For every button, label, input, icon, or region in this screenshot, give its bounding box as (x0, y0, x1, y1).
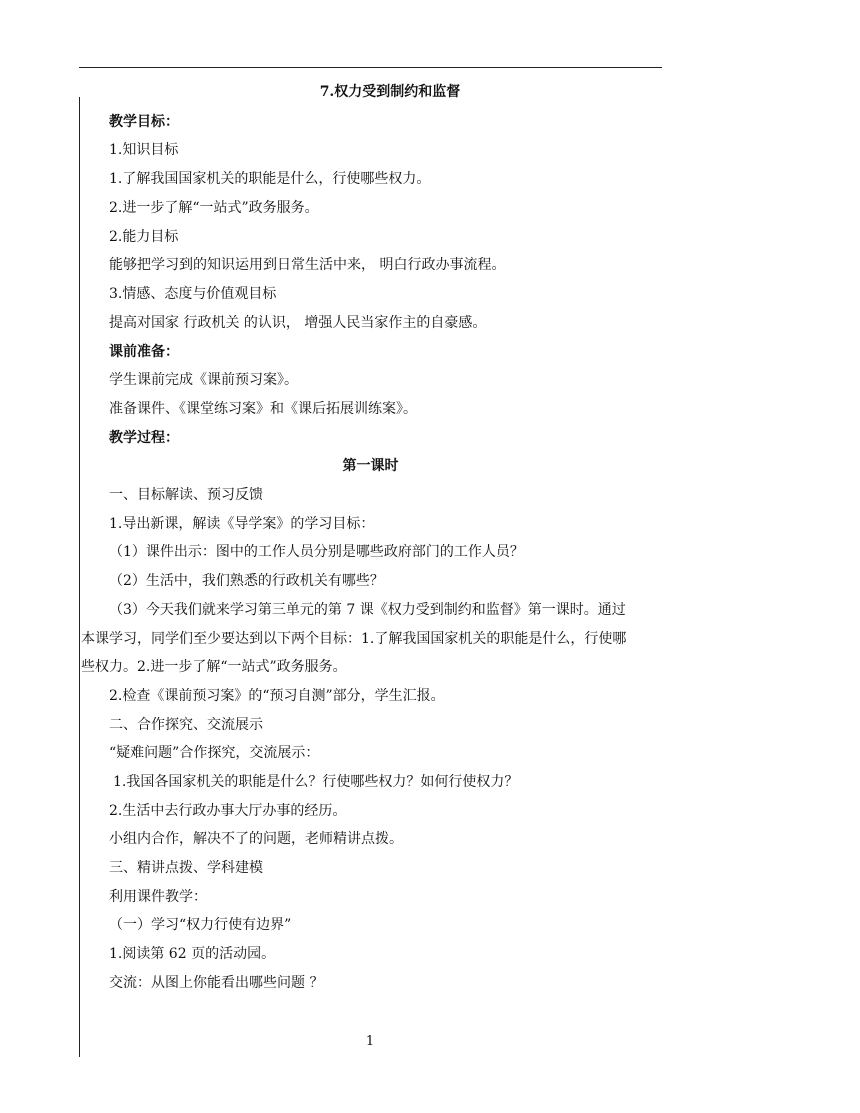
text-line: 些权力。2.进一步了解“一站式”政务服务。 (81, 659, 347, 675)
text-line: 二、合作探究、交流展示 (109, 717, 263, 733)
margin-rule (79, 97, 80, 1057)
text-line: 小组内合作，解决不了的问题，老师精讲点拨。 (109, 831, 403, 847)
text-line: （2）生活中，我们熟悉的行政机关有哪些？ (109, 573, 384, 589)
text-line: 能够把学习到的知识运用到日常生活中来， 明白行政办事流程。 (109, 257, 506, 273)
text-line: 交流：从图上你能看出哪些问题 ？ (109, 975, 324, 991)
text-line: 一、目标解读、预习反馈 (109, 487, 263, 503)
text-line: 1.阅读第 62 页的活动园。 (109, 946, 276, 962)
text-line: 学生课前完成《课前预习案》。 (109, 372, 298, 388)
text-line: （1）课件出示：图中的工作人员分别是哪些政府部门的工作人员？ (109, 544, 524, 560)
header-rule (79, 67, 662, 68)
text-line: 2.检查《课前预习案》的“预习自测”部分，学生汇报。 (109, 688, 445, 704)
text-line: 1.知识目标 (109, 142, 179, 158)
text-line: 1.我国各国家机关的职能是什么？行使哪些权力？如何行使权力？ (113, 774, 519, 790)
text-line: 2.能力目标 (109, 229, 179, 245)
text-line: 提高对国家 行政机关 的认识， 增强人民当家作主的自豪感。 (109, 315, 487, 331)
text-line: （一）学习“权力行使有边界” (109, 917, 292, 933)
text-line: “疑难问题”合作探究，交流展示： (109, 745, 320, 761)
text-line: 3.情感、态度与价值观目标 (109, 286, 277, 302)
text-line: 2.生活中去行政办事大厅办事的经历。 (109, 803, 347, 819)
text-line: 准备课件、《课堂练习案》和《课后拓展训练案》。 (109, 401, 417, 417)
section-heading-objectives: 教学目标： (109, 114, 179, 130)
text-line: 1.导出新课，解读《导学案》的学习目标： (109, 516, 375, 532)
text-line: （3）今天我们就来学习第三单元的第 7 课《权力受到制约和监督》第一课时。通过 (109, 602, 626, 618)
text-line: 三、精讲点拨、学科建模 (109, 860, 263, 876)
text-line: 利用课件教学： (109, 889, 207, 905)
text-line: 本课学习，同学们至少要达到以下两个目标：1.了解我国国家机关的职能是什么，行使哪 (81, 631, 627, 647)
text-line: 1.了解我国国家机关的职能是什么，行使哪些权力。 (109, 171, 431, 187)
lesson-heading: 第一课时 (342, 458, 399, 474)
text-line: 2.进一步了解“一站式”政务服务。 (109, 200, 319, 216)
section-heading-preparation: 课前准备： (109, 344, 179, 360)
document-title: 7.权力受到制约和监督 (319, 84, 461, 100)
section-heading-process: 教学过程： (109, 430, 179, 446)
page-number: 1 (365, 1034, 375, 1049)
